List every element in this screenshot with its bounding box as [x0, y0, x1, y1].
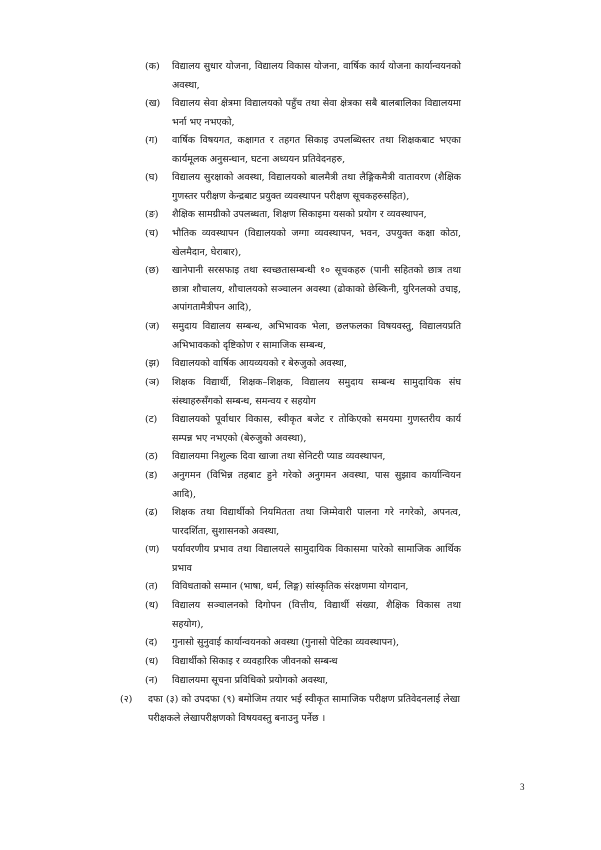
item-text: विद्यालय सञ्चालनको दिगोपन (वित्तीय, विद्यार्थी संख्या, शैक्षिक विकास तथा सहयोग),	[172, 600, 461, 630]
list-item	[145, 169, 461, 206]
item-label: (ट)	[145, 414, 158, 425]
item-label: (ण)	[145, 544, 160, 555]
item-label: (त)	[145, 581, 158, 592]
list-item	[145, 504, 461, 541]
item-label: (च)	[145, 228, 159, 239]
subsection-label: (२)	[120, 694, 133, 705]
list-item	[145, 653, 461, 672]
item-label: (ड)	[145, 470, 158, 481]
item-label: (थ)	[145, 600, 159, 611]
item-text: समुदाय विद्यालय सम्बन्ध, अभिभावक भेला, छलफलका विषयवस्तु, विद्यालयप्रति अभिभावकको दृष्टिकोण र सामाजिक सम्बन्ध,	[172, 321, 461, 351]
item-label: (ज)	[145, 321, 160, 332]
list-item	[145, 634, 461, 653]
item-text: विद्यालयमा निशुल्क दिवा खाजा तथा सेनिटरी प्याड व्यवस्थापन,	[172, 451, 386, 462]
list-item	[145, 448, 461, 467]
item-label: (न)	[145, 675, 158, 686]
item-label: (ग)	[145, 135, 158, 146]
item-text: विद्यालयको पूर्वाधार विकास, स्वीकृत बजेट र तोकिएको समयमा गुणस्तरीय कार्य सम्पन्न भए नभएको (बेरुजुको अवस्था),	[172, 414, 461, 444]
list-item	[145, 467, 461, 504]
item-text: अनुगमन (विभिन्न तहबाट हुने गरेको अनुगमन अवस्था, पास सुझाव कार्यान्वियन आदि),	[172, 470, 461, 500]
item-text: शैक्षिक सामग्रीको उपलब्धता, शिक्षण सिकाइमा यसको प्रयोग र व्यवस्थापन,	[172, 209, 427, 220]
item-label: (झ)	[145, 358, 160, 369]
list-item	[145, 225, 461, 262]
item-label: (ठ)	[145, 451, 158, 462]
list-item	[145, 262, 461, 318]
item-text: विद्यालयमा सूचना प्रविधिको प्रयोगको अवस्था,	[172, 675, 329, 686]
list-item	[145, 58, 461, 95]
list-item	[145, 597, 461, 634]
item-label: (क)	[145, 61, 160, 72]
item-text: शिक्षक विद्यार्थी, शिक्षक–शिक्षक, विद्यालय समुदाय सम्बन्ध सामुदायिक संघ संस्थाहरुसँगको सम्बन्ध, समन्वय र सहयोग	[172, 377, 461, 407]
item-text: पर्यावरणीय प्रभाव तथा विद्यालयले सामुदायिक विकासमा पारेको सामाजिक आर्थिक प्रभाव	[172, 544, 461, 574]
item-label: (ञ)	[145, 377, 160, 388]
subsection	[120, 691, 460, 728]
item-text: शिक्षक तथा विद्यार्थीको नियमितता तथा जिम्मेवारी पालना गरे नगरेको, अपनत्व, पारदर्शिता, सुशासनको अवस्था,	[172, 507, 461, 537]
list-item	[145, 132, 461, 169]
item-label: (द)	[145, 637, 158, 648]
item-label: (ध)	[145, 656, 159, 667]
item-label: (ढ)	[145, 507, 158, 518]
list-item	[145, 411, 461, 448]
item-label: (छ)	[145, 265, 160, 276]
list-item	[145, 578, 461, 597]
item-text: विद्यार्थीको सिकाइ र व्यवहारिक जीवनको सम्बन्ध	[172, 656, 338, 667]
item-text: विद्यालय सुधार योजना, विद्यालय विकास योजना, वार्षिक कार्य योजना कार्यान्वयनको अवस्था,	[172, 61, 461, 91]
list-item	[145, 374, 461, 411]
item-label: (ङ)	[145, 209, 159, 220]
item-text: विद्यालय सेवा क्षेत्रमा विद्यालयको पहुँच तथा सेवा क्षेत्रका सबै बालबालिका विद्यालयमा भर्ना भए नभएको,	[172, 98, 461, 128]
item-text: खानेपानी सरसफाइ तथा स्वच्छतासम्बन्धी १० सूचकहरु (पानी सहितको छात्र तथा छात्रा शौचालय, शौचालयको सञ्चालन अवस्था (ढोकाको छेस्किनी, युरिनलको उचाइ, अपांगतामैत्रीपन आदि),	[172, 265, 461, 314]
item-text: विद्यालय सुरक्षाको अवस्था, विद्यालयको बालमैत्री तथा लैङ्गिकमैत्री वातावरण (शैक्षिक गुणस्तर परीक्षण केन्द्रबाट प्रयुक्त व्यवस्थापन परीक्षण सूचकहरुसहित),	[172, 172, 461, 202]
list-item	[145, 672, 461, 691]
item-label: (घ)	[145, 172, 159, 183]
item-label: (ख)	[145, 98, 161, 109]
list-item	[145, 355, 461, 374]
item-text: भौतिक व्यवस्थापन (विद्यालयको जग्गा व्यवस्थापन, भवन, उपयुक्त कक्षा कोठा, खेलमैदान, घेराबार),	[172, 228, 461, 258]
item-text: विद्यालयको वार्षिक आयव्ययको र बेरुजुको अवस्था,	[172, 358, 347, 369]
item-text: गुनासो सुनुवाई कार्यान्वयनको अवस्था (गुनासो पेटिका व्यवस्थापन),	[172, 637, 400, 648]
item-text: वार्षिक विषयगत, कक्षागत र तहगत सिकाइ उपलब्धिस्तर तथा शिक्षकबाट भएका कार्यमूलक अनुसन्धान, घटना अध्ययन प्रतिवेदनहरु,	[172, 135, 461, 165]
list-item	[145, 206, 461, 225]
subsection-text: दफा (३) को उपदफा (९) बमोजिम तयार भई स्वीकृत सामाजिक परीक्षण प्रतिवेदनलाई लेखा परीक्षकले लेखापरीक्षणको विषयवस्तु बनाउनु पर्नेछ ।	[148, 694, 460, 724]
list-item	[145, 95, 461, 132]
item-text: विविधताको सम्मान (भाषा, धर्म, लिङ्ग) सांस्कृतिक संरक्षणमा योगदान,	[172, 581, 409, 592]
page-number: 3	[520, 782, 525, 792]
list-item	[145, 318, 461, 355]
list-item	[145, 541, 461, 578]
